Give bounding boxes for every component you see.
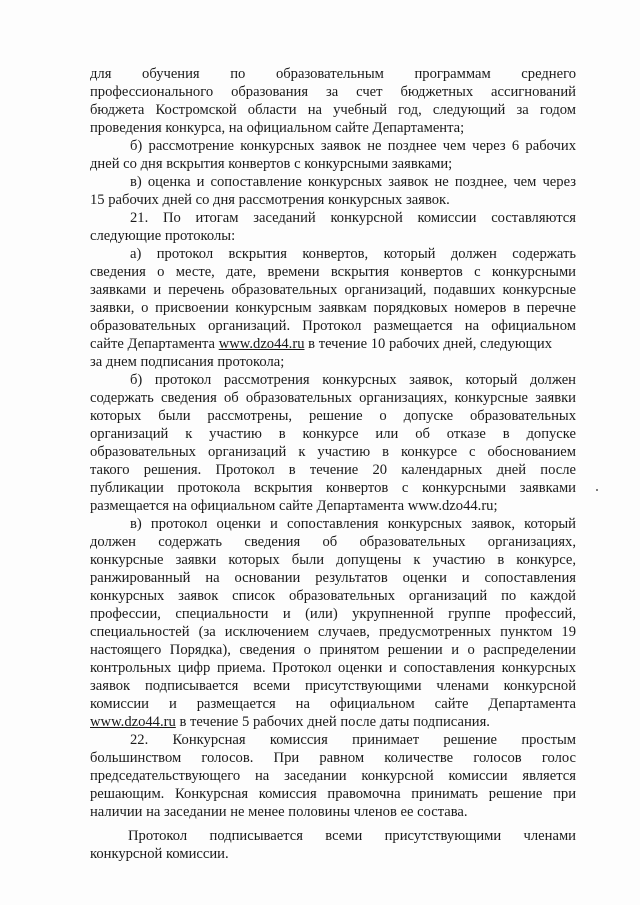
text-line: Протокол подписывается всеми присутствующими членами <box>128 828 576 844</box>
text-line: размещается на официальном сайте Департамента www.dzo44.ru; <box>90 498 498 514</box>
text-line: настоящего Порядка), сведения о принятом решении и о распределении <box>90 642 576 658</box>
text-line: наличии на заседании не менее половины членов ее состава. <box>90 804 468 820</box>
text-line: такого решения. Протокол в течение 20 календарных дней после <box>90 462 576 478</box>
text-line: председательствующего на заседании конкурсной комиссии является <box>90 768 576 784</box>
text-line: а) протокол вскрытия конвертов, который должен содержать <box>130 246 576 262</box>
text-line: в) оценка и сопоставление конкурсных заявок не позднее, чем через <box>130 174 576 190</box>
text-line: комиссии и размещается на официальном сайте Департамента <box>90 696 576 712</box>
text-line: большинством голосов. При равном количестве голосов голос <box>90 750 576 766</box>
text-line: бюджета Костромской области на учебный год, следующий за годом <box>90 102 576 118</box>
text-line: публикации протокола вскрытия конвертов с конкурсными заявками <box>90 480 576 496</box>
text-line: заявок подписывается всеми присутствующими членами конкурсной <box>90 678 576 694</box>
text-fragment: в течение 5 рабочих дней после даты подписания. <box>175 714 490 730</box>
text-line: контрольных цифр приема. Протокол оценки и сопоставления конкурсных <box>90 660 576 676</box>
text-line: организаций к участию в конкурсе или об отказе в допуске <box>90 426 576 442</box>
text-line: следующие протоколы: <box>90 228 236 244</box>
text-line: профессионального образования за счет бюджетных ассигнований <box>90 84 576 100</box>
text-line: профессии, специальности и (или) укрупненной группе профессий, <box>90 606 576 622</box>
text-line: конкурсной комиссии. <box>90 846 229 862</box>
text-line: заявками и перечень образовательных организаций, подавших конкурсные <box>90 282 576 298</box>
text-line: которых были рассмотрены, решение о допуске образовательных <box>90 408 576 424</box>
text-line: за днем подписания протокола; <box>90 354 285 370</box>
text-line: ранжированный на основании результатов оценки и сопоставления <box>90 570 576 586</box>
text-line: конкурсные заявки которых были допущены к участию в конкурсе, <box>90 552 576 568</box>
website-link[interactable]: www.dzo44.ru <box>218 336 305 352</box>
scan-speck <box>596 489 598 491</box>
text-line: 21. По итогам заседаний конкурсной комиссии составляются <box>130 210 576 226</box>
text-line: заявки, о присвоении конкурсным заявкам порядковых номеров в перечне <box>90 300 576 316</box>
text-line: 22. Конкурсная комиссия принимает решение простым <box>130 732 576 748</box>
text-line <box>90 336 576 353</box>
text-line: решающим. Конкурсная комиссия правомочна принимать решение при <box>90 786 576 802</box>
text-line: специальностей (за исключением случаев, предусмотренных пунктом 19 <box>90 624 576 640</box>
text-line: содержать сведения об образовательных организациях, конкурсные заявки <box>90 390 576 406</box>
text-fragment: сайте Департамента <box>90 336 216 352</box>
text-line: б) рассмотрение конкурсных заявок не позднее чем через 6 рабочих <box>130 138 576 154</box>
text-fragment: в течение 10 рабочих дней, следующих <box>304 336 553 352</box>
text-line: проведения конкурса, на официальном сайте Департамента; <box>90 120 465 136</box>
text-line: 15 рабочих дней со дня рассмотрения конкурсных заявок. <box>90 192 450 208</box>
website-link[interactable]: www.dzo44.ru <box>90 714 176 730</box>
text-line: конкурсных заявок список образовательных организаций по каждой <box>90 588 576 604</box>
text-line: в) протокол оценки и сопоставления конкурсных заявок, который <box>130 516 576 532</box>
text-line: б) протокол рассмотрения конкурсных заявок, который должен <box>130 372 576 388</box>
text-line: дней со дня вскрытия конвертов с конкурсными заявками; <box>90 156 453 172</box>
text-line: образовательных организаций к участию в конкурсе с обоснованием <box>90 444 576 460</box>
text-line: образовательных организаций. Протокол размещается на официальном <box>90 318 576 334</box>
text-line: сведения о месте, дате, времени вскрытия конвертов с конкурсными <box>90 264 576 280</box>
text-line: должен содержать сведения об образовательных организациях, <box>90 534 576 550</box>
text-line: для обучения по образовательным программам среднего <box>90 66 576 82</box>
text-line <box>90 714 576 731</box>
